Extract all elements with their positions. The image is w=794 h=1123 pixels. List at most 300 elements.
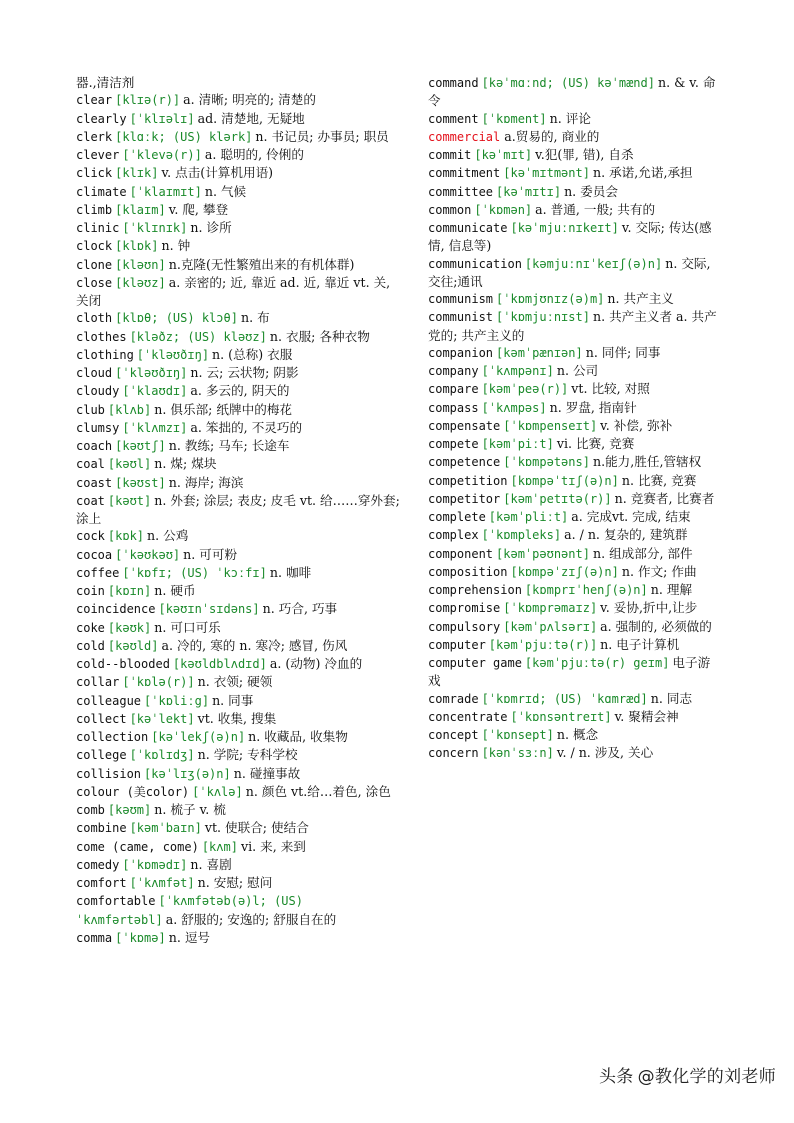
entry-phonetic: [kəmˈpjuːtə(r) geɪm]	[524, 656, 670, 670]
entry-definition: n. 比赛, 竞赛	[621, 472, 697, 488]
dictionary-entry	[76, 382, 400, 400]
entry-word: click	[76, 166, 113, 181]
entry-definition: a.贸易的, 商业的	[504, 128, 600, 144]
entry-definition: n.克隆(无性繁殖出来的有机体群)	[168, 256, 355, 272]
entry-definition: a. 舒服的; 安逸的; 舒服自在的	[165, 911, 337, 927]
entry-phonetic: [kəʊld]	[107, 638, 159, 653]
dictionary-entry	[76, 673, 400, 691]
dictionary-entry	[428, 563, 720, 581]
entry-word: climate	[76, 184, 127, 199]
entry-phonetic: [klɒθ; (US) klɔθ]	[115, 311, 238, 326]
dictionary-entry	[76, 492, 400, 528]
dictionary-entry	[428, 74, 720, 110]
entry-definition: vt. 使联合; 使结合	[204, 820, 309, 836]
entry-word: cocoa	[76, 547, 113, 562]
dictionary-entry	[76, 164, 400, 182]
dictionary-entry	[428, 380, 720, 398]
dictionary-entry	[428, 453, 720, 471]
entry-word: comprehension	[428, 583, 522, 597]
entry-definition: n. 煤; 煤块	[154, 456, 217, 472]
entry-word: clinic	[76, 221, 120, 235]
entry-definition: n. 可口可乐	[154, 619, 221, 635]
entry-phonetic: [klɪə(r)]	[115, 93, 181, 108]
entry-word: collar	[76, 675, 120, 690]
entry-word: concern	[428, 746, 479, 761]
entry-definition: a. 笨拙的, 不灵巧的	[190, 419, 303, 435]
entry-phonetic: [kəmˈpəʊnənt]	[496, 546, 590, 561]
entry-word: coin	[76, 584, 105, 598]
entry-phonetic: [kəmˈpʌlsərɪ]	[503, 619, 598, 634]
entry-definition: a. / n. 复杂的, 建筑群	[564, 527, 688, 543]
entry-phonetic: [ˈkɒmpleks]	[481, 528, 562, 543]
entry-definition: n. 布	[240, 310, 270, 326]
entry-definition: n. 概念	[556, 727, 599, 742]
dictionary-entry	[428, 726, 720, 744]
dictionary-entry	[76, 419, 400, 437]
entry-phonetic: [kəˈmjuːnɪkeɪt]	[510, 221, 619, 235]
dictionary-entry	[76, 237, 400, 255]
entry-word: coffee	[76, 565, 120, 580]
entry-definition: n. 教练; 马车; 长途车	[168, 438, 290, 453]
entry-phonetic: [ˈkɒmprəmaɪz]	[503, 601, 598, 616]
entry-definition: v. 爬, 攀登	[168, 201, 229, 217]
entry-phonetic: [kəmˈpænɪən]	[496, 345, 583, 360]
entry-definition: a. (动物) 冷血的	[269, 656, 363, 671]
entry-definition: n. 书记员; 办事员; 职员	[255, 128, 389, 144]
dictionary-entry	[76, 146, 400, 164]
entry-definition: n. 诊所	[190, 220, 232, 235]
entry-phonetic: [kəʊk]	[107, 620, 152, 635]
entry-word: compare	[428, 382, 479, 397]
entry-word: comfortable	[76, 894, 156, 909]
entry-definition: n. 云; 云状物; 阴影	[190, 365, 299, 380]
entry-definition: v. 聚精会神	[614, 708, 679, 724]
entry-definition: n. 作文; 作曲	[621, 563, 697, 579]
entry-word: compulsory	[428, 619, 501, 634]
entry-word: clumsy	[76, 420, 120, 435]
dictionary-entry	[76, 110, 400, 128]
entry-word: club	[76, 402, 105, 417]
entry-definition: a. 聪明的, 伶俐的	[204, 147, 304, 162]
entry-definition: n. 安慰; 慰问	[197, 875, 273, 890]
dictionary-entry	[428, 164, 720, 182]
entry-word: compensate	[428, 418, 501, 433]
entry-phonetic: [ˈkɒnsept]	[481, 728, 554, 742]
entry-word: committee	[428, 184, 494, 199]
entry-phonetic: [ˈkɒmən]	[474, 202, 533, 217]
entry-word: complete	[428, 510, 486, 524]
entry-definition: n. 理解	[650, 582, 693, 597]
entry-definition: v. 交际; 传达(感情, 信息等)	[428, 220, 712, 254]
dictionary-entry	[76, 746, 400, 764]
entry-word: comb	[76, 803, 105, 817]
dictionary-entry	[428, 308, 720, 344]
entry-definition: n. 共产主义	[607, 291, 674, 306]
dictionary-entry	[76, 838, 400, 856]
entry-phonetic: [klɑːk; (US) klərk]	[115, 129, 253, 144]
dictionary-entry	[76, 655, 400, 673]
entry-definition: n. 公鸡	[147, 528, 189, 544]
entry-definition: n. 巧合, 巧事	[262, 601, 338, 617]
dictionary-entry	[428, 599, 720, 617]
entry-phonetic: [ˈkɒnsəntreɪt]	[510, 709, 612, 724]
entry-word: communicate	[428, 221, 508, 235]
entry-word: coincidence	[76, 602, 156, 617]
entry-word: cold--blooded	[76, 657, 170, 671]
entry-phonetic: [kəmˈpjuːtə(r)]	[488, 637, 598, 652]
dictionary-entry	[76, 892, 400, 929]
entry-phonetic: [kəmˈpliːt]	[488, 510, 569, 524]
entry-definition: v. / n. 涉及, 关心	[556, 745, 654, 761]
dictionary-entry	[76, 728, 400, 746]
entry-word: communist	[428, 310, 494, 325]
entry-definition: n. 梳子 v. 梳	[154, 802, 226, 817]
entry-phonetic: [ˈkləʊðɪŋ]	[136, 347, 210, 362]
entry-definition: vi. 比赛, 竞赛	[556, 436, 635, 451]
right-column	[428, 74, 720, 763]
entry-word: comedy	[76, 857, 120, 872]
entry-definition: n. 委员会	[564, 183, 618, 199]
entry-phonetic: [ˈkɒlə(r)]	[122, 675, 195, 690]
dictionary-entry	[76, 274, 400, 310]
dictionary-entry	[428, 219, 720, 255]
entry-definition: n. 学院; 专科学校	[197, 747, 298, 763]
dictionary-entry	[428, 690, 720, 708]
entry-phonetic: [kəʊm]	[107, 803, 152, 817]
entry-definition: n. (总称) 衣服	[212, 346, 293, 362]
entry-word: computer	[428, 637, 486, 652]
entry-definition: n. 喜剧	[190, 856, 232, 872]
entry-phonetic: [ˈkʌmfətəb(ə)l; (US) ˈkʌmfərtəbl]	[76, 894, 303, 927]
entry-phonetic: [ˈkʌmpəs]	[481, 400, 547, 415]
entry-definition: v.犯(罪, 错), 自杀	[535, 147, 634, 162]
entry-word: communism	[428, 292, 494, 306]
watermark-brand: 头条	[598, 1067, 634, 1087]
entry-definition: n. 组成部分, 部件	[592, 545, 693, 561]
entry-phonetic: [kləʊn]	[115, 257, 166, 272]
dictionary-entry	[428, 255, 720, 291]
dictionary-entry	[428, 744, 720, 762]
entry-phonetic: [kəʊldblʌdɪd]	[172, 657, 267, 671]
dictionary-entry	[76, 91, 400, 109]
dictionary-entry	[428, 417, 720, 435]
dictionary-entry	[428, 654, 720, 690]
entry-phonetic: [kəʊɪnˈsɪdəns]	[158, 602, 260, 617]
entry-word: cold	[76, 638, 105, 653]
entry-phonetic: [ˈkɒlɪdʒ]	[129, 748, 195, 763]
entry-definition: n. 评论	[549, 110, 591, 126]
entry-definition: n. 硬币	[154, 583, 196, 598]
entry-word: companion	[428, 345, 494, 360]
entry-definition: a. 强制的, 必须做的	[600, 618, 712, 634]
entry-definition: a. 普通, 一般; 共有的	[535, 201, 656, 217]
dictionary-entry	[76, 346, 400, 364]
entry-phonetic: [kəʊst]	[115, 475, 166, 490]
dictionary-entry	[76, 637, 400, 655]
entry-phonetic: [kəʊl]	[107, 457, 152, 472]
entry-definition: vi. 来, 来到	[240, 838, 306, 854]
left-column	[76, 74, 400, 947]
entry-definition: n.能力,胜任,管辖权	[592, 454, 702, 470]
entry-word: collection	[76, 730, 149, 744]
entry-phonetic: [kəˈmɪtɪ]	[496, 184, 562, 199]
entry-word: clearly	[76, 111, 127, 126]
entry-definition: a. 清晰; 明亮的; 清楚的	[183, 92, 316, 108]
entry-phonetic: [kəˈlekʃ(ə)n]	[151, 730, 246, 744]
entry-phonetic: [kləðz; (US) kləʊz]	[129, 329, 267, 344]
entry-phonetic: [ˈklɪəlɪ]	[129, 111, 195, 126]
entry-phonetic: [kənˈsɜːn]	[481, 746, 554, 761]
dictionary-entry	[76, 455, 400, 473]
entry-word: colleague	[76, 693, 142, 708]
entry-phonetic: [kəˈlɪʒ(ə)n]	[144, 766, 231, 781]
dictionary-entry	[428, 581, 720, 599]
entry-phonetic: [ˈkləʊðɪŋ]	[115, 366, 188, 380]
entry-word: composition	[428, 564, 508, 579]
dictionary-entry	[76, 328, 400, 346]
dictionary-entry	[76, 765, 400, 783]
dictionary-entry	[76, 474, 400, 492]
entry-definition: n. 外套; 涂层; 表皮; 皮毛 vt. 给……穿外套; 涂上	[76, 492, 400, 526]
entry-word: commercial	[428, 129, 501, 144]
entry-word: cloudy	[76, 384, 120, 399]
entry-phonetic: [kɒmpəˈtɪʃ(ə)n]	[510, 473, 619, 488]
entry-phonetic: [kɒk]	[107, 529, 145, 544]
entry-word: common	[428, 202, 472, 217]
entry-word: clerk	[76, 129, 113, 144]
entry-phonetic: [kəʊtʃ]	[115, 439, 166, 453]
entry-word: concept	[428, 728, 479, 742]
entry-definition: n. 可可粉	[183, 546, 238, 562]
entry-word: clock	[76, 239, 113, 254]
dictionary-entry	[76, 819, 400, 837]
entry-word: collect	[76, 711, 127, 726]
entry-phonetic: [ˈkɒliːg]	[144, 693, 210, 708]
entry-word: clever	[76, 148, 120, 162]
entry-word: combine	[76, 821, 127, 836]
dictionary-entry	[428, 708, 720, 726]
entry-word: competition	[428, 473, 508, 488]
entry-word: comment	[428, 111, 479, 126]
entry-definition: n. 钟	[161, 238, 191, 254]
dictionary-entry	[428, 201, 720, 219]
dictionary-entry	[76, 856, 400, 874]
entry-definition: n. 承诺,允诺,承担	[592, 165, 693, 181]
entry-phonetic: [ˈkɒmjuːnɪst]	[496, 310, 590, 325]
dictionary-entry	[76, 619, 400, 637]
entry-phonetic: [ˈkɒfɪ; (US) ˈkɔːfɪ]	[122, 565, 267, 580]
entry-definition: n. 衣领; 硬领	[197, 674, 273, 690]
entry-phonetic: [ˈklaɪmɪt]	[129, 184, 202, 199]
entry-phonetic: [klaɪm]	[115, 202, 166, 217]
dictionary-entry	[428, 128, 720, 146]
entry-word: collision	[76, 766, 142, 781]
entry-phonetic: [ˈkʌmpənɪ]	[481, 364, 554, 378]
entry-definition: n. 共产主义者 a. 共产党的; 共产主义的	[428, 309, 717, 343]
entry-definition: n. 海岸; 海滨	[168, 474, 244, 490]
entry-word: compass	[428, 400, 479, 415]
entry-word: coal	[76, 457, 105, 472]
dictionary-entry	[428, 344, 720, 362]
entry-phonetic: [kəʊt]	[107, 493, 152, 508]
entry-word: comrade	[428, 691, 479, 706]
watermark	[599, 1062, 776, 1087]
entry-definition: n. 咖啡	[269, 564, 312, 580]
entry-word: compromise	[428, 601, 501, 616]
entry-phonetic: [ˈkʌlə]	[192, 784, 243, 799]
entry-definition: n. 收藏品, 收集物	[248, 729, 348, 744]
entry-word: clear	[76, 93, 113, 108]
dictionary-entry	[76, 600, 400, 618]
dictionary-entry	[428, 290, 720, 308]
entry-phonetic: [kəmˈpiːt]	[481, 437, 554, 451]
entry-phonetic: [kəmjuːnɪˈkeɪʃ(ə)n]	[524, 256, 663, 271]
dictionary-entry	[76, 564, 400, 582]
entry-definition: n. 电子计算机	[600, 636, 680, 652]
dictionary-entry	[428, 435, 720, 453]
entry-definition: vt. 比较, 对照	[571, 381, 650, 397]
dictionary-entry	[76, 874, 400, 892]
entry-word: concentrate	[428, 709, 508, 724]
entry-word: coach	[76, 439, 113, 453]
dictionary-entry	[428, 183, 720, 201]
entry-phonetic: [ˈkəʊkəʊ]	[115, 547, 181, 562]
entry-definition: a. 完成vt. 完成, 结束	[571, 509, 691, 524]
entry-definition: ad. 清楚地, 无疑地	[197, 110, 305, 126]
entry-phonetic: [klɒk]	[115, 239, 159, 254]
entry-definition: n. 同事	[212, 692, 254, 708]
entry-word: climb	[76, 202, 113, 217]
entry-phonetic: [kɒɪn]	[107, 584, 152, 598]
entry-word: command	[428, 76, 479, 90]
entry-phonetic: [ˈkɒmə]	[115, 930, 166, 945]
dictionary-entry	[76, 183, 400, 201]
dictionary-entry	[428, 508, 720, 526]
entry-word: clone	[76, 257, 113, 272]
entry-definition: 器.,清洁剂	[76, 75, 135, 90]
entry-phonetic: [kəmˈpeə(r)]	[481, 382, 569, 397]
entry-word: college	[76, 748, 127, 763]
dictionary-entry	[76, 929, 400, 947]
dictionary-entry	[76, 692, 400, 710]
entry-phonetic: [ˈkʌmfət]	[129, 876, 195, 890]
entry-phonetic: [kəˈmɪtmənt]	[503, 166, 590, 181]
entry-phonetic: [kɒmpəˈzɪʃ(ə)n]	[510, 564, 619, 579]
dictionary-entry	[76, 546, 400, 564]
entry-word: cock	[76, 529, 105, 544]
entry-phonetic: [kəmˈpetɪtə(r)]	[503, 491, 612, 506]
entry-word: coat	[76, 493, 105, 508]
dictionary-entry	[76, 582, 400, 600]
entry-definition: n. 碰撞事故	[233, 765, 301, 781]
entry-phonetic: [ˈklevə(r)]	[122, 148, 202, 162]
entry-phonetic: [kəˈmɑːnd; (US) kəˈmænd]	[481, 76, 655, 90]
entry-word: comma	[76, 930, 113, 945]
entry-phonetic: [klɪk]	[115, 166, 159, 181]
dictionary-entry	[428, 362, 720, 380]
entry-definition: a. 多云的, 阴天的	[190, 383, 290, 399]
entry-definition: a. 冷的, 寒的 n. 寒冷; 感冒, 伤风	[161, 637, 348, 653]
entry-phonetic: [ˈklɪnɪk]	[122, 221, 188, 235]
entry-definition: a. 亲密的; 近, 靠近 ad. 近, 靠近 vt. 关, 关闭	[76, 274, 391, 308]
dictionary-entry	[76, 710, 400, 728]
entry-definition: n. 衣服; 各种衣物	[269, 328, 370, 344]
entry-phonetic: [kɒmprɪˈhenʃ(ə)n]	[524, 583, 648, 597]
entry-word: close	[76, 275, 113, 290]
dictionary-entry	[76, 801, 400, 819]
entry-word: clothes	[76, 329, 127, 344]
entry-word: comfort	[76, 876, 127, 890]
entry-phonetic: [ˈkɒmjʊnɪz(ə)m]	[496, 292, 605, 306]
entry-phonetic: [ˈkɒmrɪd; (US) ˈkɑmræd]	[481, 691, 648, 706]
entry-word: commit	[428, 148, 472, 162]
dictionary-entry	[76, 128, 400, 146]
entry-word: computer game	[428, 656, 522, 670]
entry-definition: n. 罗盘, 指南针	[549, 399, 637, 415]
entry-phonetic: [ˈkɒment]	[481, 111, 547, 126]
entry-definition: n. 竞赛者, 比赛者	[614, 490, 715, 506]
entry-word: cloud	[76, 366, 113, 380]
watermark-text: @教化学的刘老师	[637, 1067, 776, 1087]
entry-word: company	[428, 364, 479, 378]
entry-phonetic: [ˈkɒmpenseɪt]	[503, 418, 598, 433]
entry-definition: 电子游戏	[428, 655, 711, 689]
dictionary-entry	[428, 399, 720, 417]
entry-word: coke	[76, 620, 105, 635]
entry-definition: n. 俱乐部; 纸牌中的梅花	[154, 401, 292, 417]
dictionary-entry	[428, 545, 720, 563]
dictionary-entry	[76, 783, 400, 801]
entry-phonetic: [kəmˈbaɪn]	[129, 821, 202, 836]
dictionary-entry	[428, 110, 720, 128]
dictionary-entry	[76, 219, 400, 237]
entry-phonetic: [ˈklaʊdɪ]	[122, 384, 188, 399]
entry-definition: n. 逗号	[168, 929, 211, 945]
dictionary-entry	[76, 527, 400, 545]
entry-definition: n. 气候	[204, 183, 247, 199]
entry-word: communication	[428, 256, 522, 271]
entry-word: competitor	[428, 491, 501, 506]
entry-definition: v. 点击(计算机用语)	[161, 165, 274, 181]
entry-word: cloth	[76, 311, 113, 326]
entry-definition: n. 同伴; 同事	[585, 344, 661, 360]
dictionary-entry	[76, 256, 400, 274]
entry-word: clothing	[76, 347, 134, 362]
entry-phonetic: [klʌb]	[107, 402, 152, 417]
entry-word: commitment	[428, 166, 501, 181]
entry-word: come (came, come)	[76, 839, 199, 854]
dictionary-entry	[76, 401, 400, 419]
dictionary-entry	[76, 364, 400, 382]
entry-phonetic: [kəˈlekt]	[129, 711, 195, 726]
dictionary-entry	[76, 437, 400, 455]
entry-phonetic: [kəˈmɪt]	[474, 148, 533, 162]
entry-word: component	[428, 546, 494, 561]
entry-definition: v. 补偿, 弥补	[600, 417, 673, 433]
entry-definition: v. 妥协,折中,让步	[600, 600, 698, 616]
dictionary-entry	[76, 74, 400, 91]
entry-word: colour (美color)	[76, 784, 190, 799]
dictionary-entry	[428, 472, 720, 490]
dictionary-entry	[428, 526, 720, 544]
entry-phonetic: [kləʊz]	[115, 275, 166, 290]
entry-word: complex	[428, 528, 479, 543]
dictionary-entry	[428, 636, 720, 654]
entry-definition: n. & v. 命令	[428, 75, 716, 109]
entry-definition: n. 交际,交往;通讯	[428, 255, 711, 289]
entry-definition: vt. 收集, 搜集	[197, 710, 277, 726]
entry-phonetic: [ˈklʌmzɪ]	[122, 420, 188, 435]
